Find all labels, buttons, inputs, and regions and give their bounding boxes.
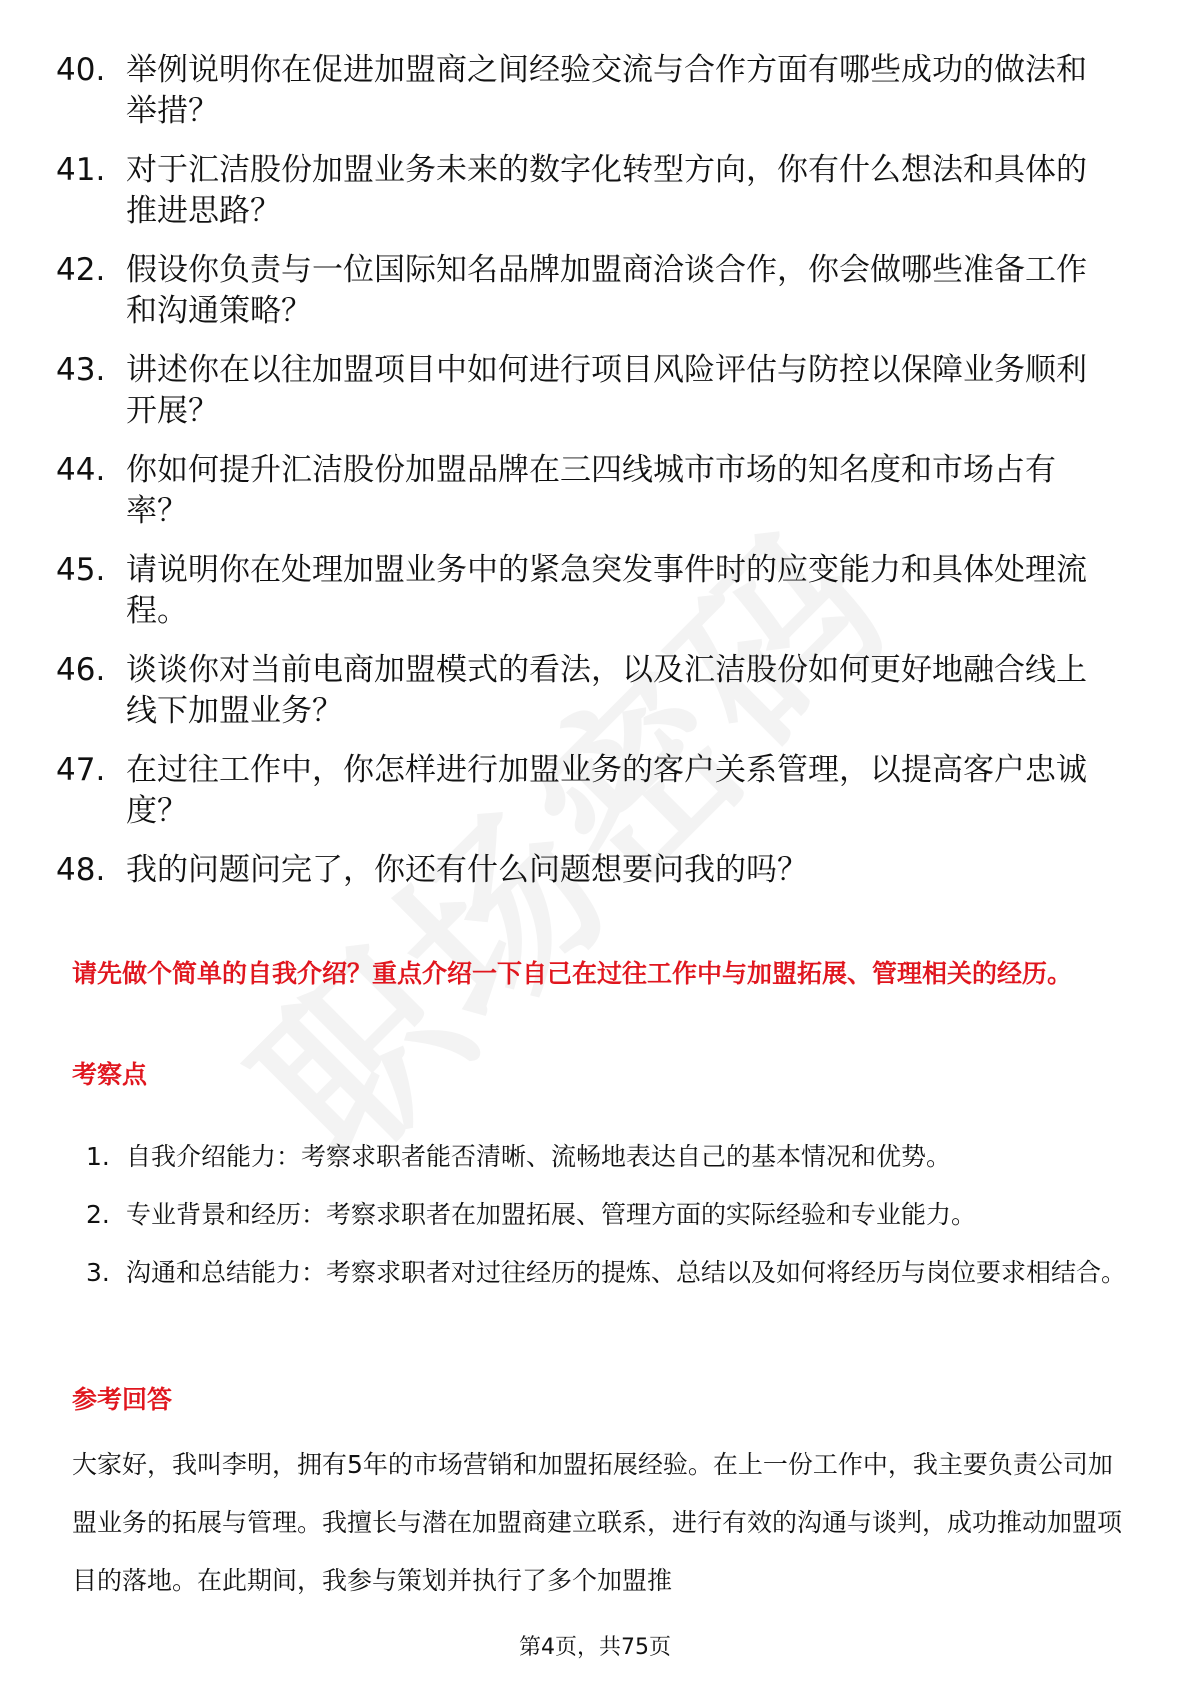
question-item	[56, 850, 1106, 891]
check-point-text: 自我介绍能力：考察求职者能否清晰、流畅地表达自己的基本情况和优势。	[126, 1142, 952, 1171]
question-item	[56, 450, 1106, 532]
question-number: 48.	[56, 852, 106, 888]
check-point-text: 专业背景和经历：考察求职者在加盟拓展、管理方面的实际经验和专业能力。	[126, 1200, 977, 1229]
page-footer: 第4页，共75页	[519, 1635, 671, 1660]
check-point-item	[86, 1244, 1126, 1302]
question-number: 45.	[56, 552, 106, 588]
answer-heading: 参考回答	[72, 1385, 173, 1414]
check-point-number: 1.	[86, 1142, 110, 1171]
question-item	[56, 250, 1106, 332]
check-point-item	[86, 1128, 1126, 1186]
question-text: 你如何提升汇洁股份加盟品牌在三四线城市市场的知名度和市场占有率？	[126, 452, 1056, 529]
check-points-heading: 考察点	[72, 1060, 148, 1089]
question-number: 44.	[56, 452, 106, 488]
question-item	[56, 150, 1106, 232]
question-text: 对于汇洁股份加盟业务未来的数字化转型方向，你有什么想法和具体的推进思路？	[126, 152, 1087, 229]
section-title: 请先做个简单的自我介绍？重点介绍一下自己在过往工作中与加盟拓展、管理相关的经历。	[72, 959, 1073, 988]
question-item	[56, 350, 1106, 432]
check-point-number: 2.	[86, 1200, 110, 1229]
question-text: 请说明你在处理加盟业务中的紧急突发事件时的应变能力和具体处理流程。	[126, 552, 1087, 629]
question-text: 讲述你在以往加盟项目中如何进行项目风险评估与防控以保障业务顺利开展？	[126, 352, 1087, 429]
question-number: 40.	[56, 52, 106, 88]
question-item	[56, 50, 1106, 132]
question-item	[56, 750, 1106, 832]
question-number: 47.	[56, 752, 106, 788]
check-point-item	[86, 1186, 1126, 1244]
question-text: 在过往工作中，你怎样进行加盟业务的客户关系管理，以提高客户忠诚度？	[126, 752, 1087, 829]
question-list	[56, 50, 1106, 909]
answer-paragraph: 大家好，我叫李明，拥有5年的市场营销和加盟拓展经验。在上一份工作中，我主要负责公司加盟业务的拓展与管理。我擅长与潜在加盟商建立联系，进行有效的沟通与谈判，成功推动加盟项目的落地。在此期间，我参与策划并执行了多个加盟推	[72, 1450, 1123, 1595]
question-text: 举例说明你在促进加盟商之间经验交流与合作方面有哪些成功的做法和举措？	[126, 52, 1087, 129]
question-item	[56, 650, 1106, 732]
question-number: 43.	[56, 352, 106, 388]
question-number: 42.	[56, 252, 106, 288]
question-text: 我的问题问完了，你还有什么问题想要问我的吗？	[126, 852, 808, 888]
question-text: 谈谈你对当前电商加盟模式的看法，以及汇洁股份如何更好地融合线上线下加盟业务？	[126, 652, 1087, 729]
check-points-list	[86, 1128, 1126, 1302]
question-number: 41.	[56, 152, 106, 188]
check-point-number: 3.	[86, 1258, 110, 1287]
question-text: 假设你负责与一位国际知名品牌加盟商洽谈合作，你会做哪些准备工作和沟通策略？	[126, 252, 1087, 329]
question-item	[56, 550, 1106, 632]
check-point-text: 沟通和总结能力：考察求职者对过往经历的提炼、总结以及如何将经历与岗位要求相结合。	[126, 1258, 1127, 1287]
question-number: 46.	[56, 652, 106, 688]
